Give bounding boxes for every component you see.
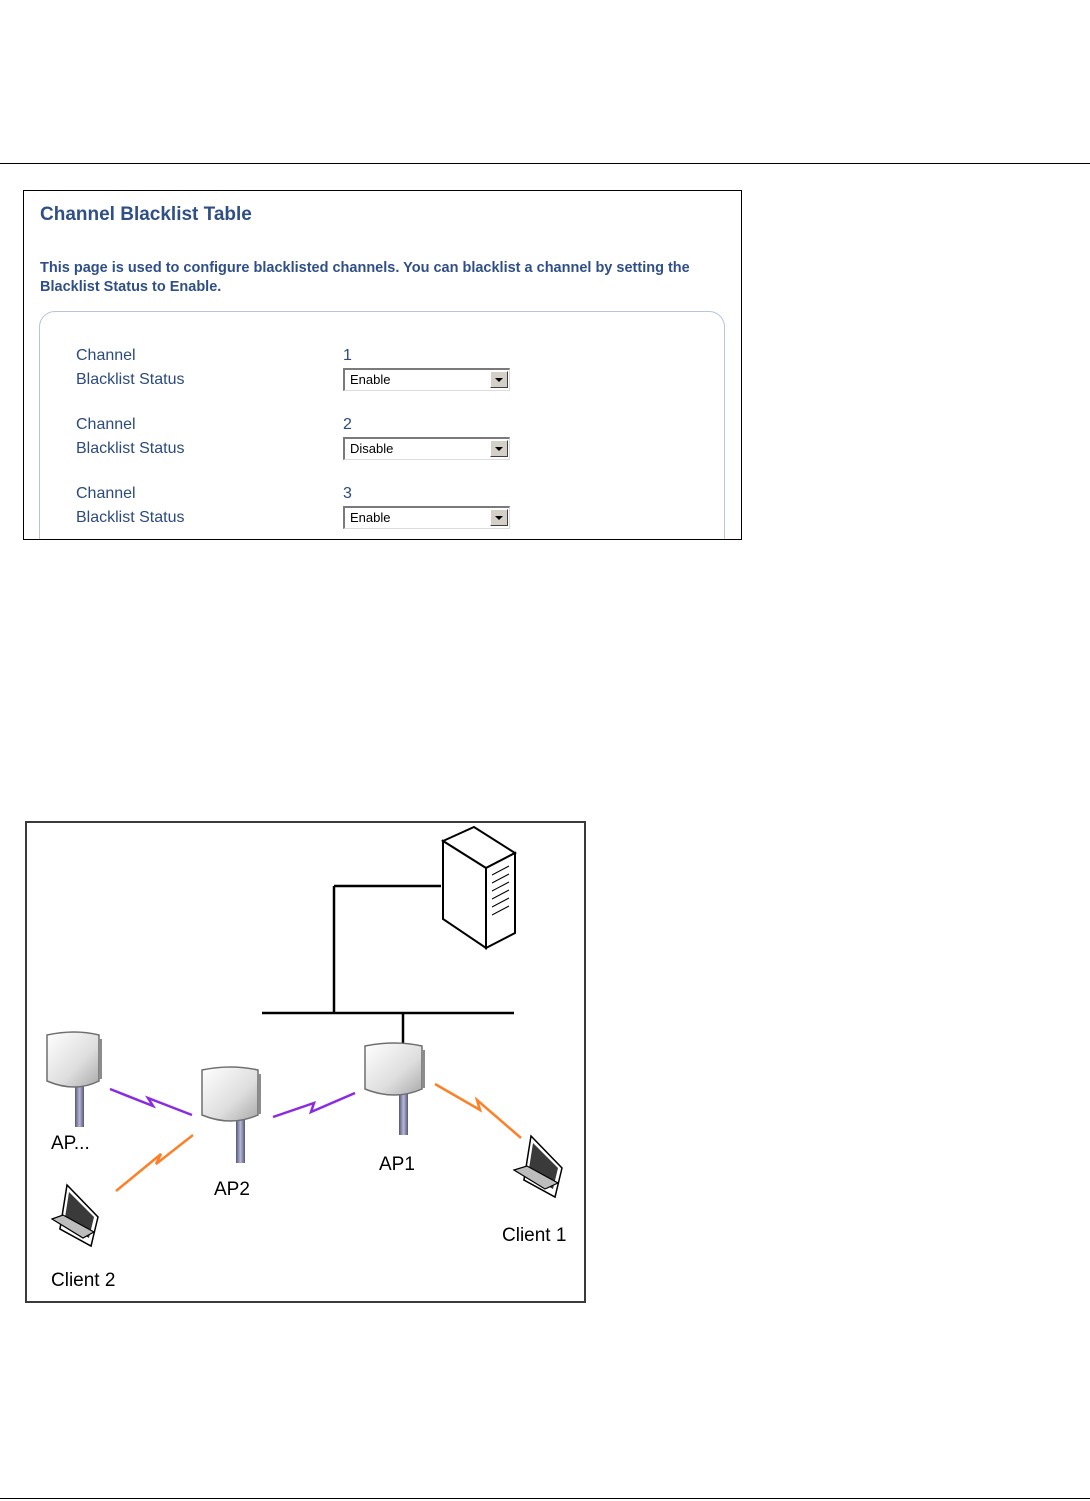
blacklist-status-label: Blacklist Status xyxy=(76,509,185,526)
chevron-down-icon[interactable] xyxy=(490,509,508,526)
select-value: Enable xyxy=(350,510,391,525)
blacklist-status-select[interactable] xyxy=(343,368,510,391)
channel-number: 2 xyxy=(343,416,352,433)
laptop-icon xyxy=(52,1185,98,1246)
channel-label: Channel xyxy=(76,416,136,433)
server-icon xyxy=(443,827,515,948)
chevron-down-icon[interactable] xyxy=(490,371,508,388)
channel-label: Channel xyxy=(76,485,136,502)
access-point-icon xyxy=(365,1043,425,1135)
ap1-label: AP1 xyxy=(379,1154,415,1175)
select-value: Disable xyxy=(350,441,394,456)
channel-settings-panel xyxy=(39,311,725,540)
client-links xyxy=(116,1084,521,1191)
blacklist-status-select[interactable] xyxy=(343,506,510,529)
ap-extra-label: AP... xyxy=(51,1133,90,1154)
select-value: Enable xyxy=(350,372,391,387)
blacklist-status-label: Blacklist Status xyxy=(76,371,185,388)
network-diagram-canvas xyxy=(27,823,584,1301)
page-header-rule xyxy=(0,163,1090,164)
channel-label: Channel xyxy=(76,347,136,364)
page-footer-rule xyxy=(0,1498,1090,1499)
access-point-icon xyxy=(47,1032,102,1127)
chevron-down-icon[interactable] xyxy=(490,440,508,457)
client1-label: Client 1 xyxy=(502,1225,567,1246)
client2-label: Client 2 xyxy=(51,1270,116,1291)
channel-blacklist-screenshot xyxy=(23,190,742,540)
blacklist-status-label: Blacklist Status xyxy=(76,440,185,457)
channel-number: 3 xyxy=(343,485,352,502)
blacklist-status-select[interactable] xyxy=(343,437,510,460)
network-diagram xyxy=(25,821,586,1303)
page-description: This page is used to configure blacklisted channels. You can blacklist a channel by setting the Blacklist Status to Enable. xyxy=(40,260,690,295)
ap2-label: AP2 xyxy=(214,1179,250,1200)
laptop-icon xyxy=(514,1136,562,1197)
access-point-icon xyxy=(202,1067,261,1163)
page-title: Channel Blacklist Table xyxy=(40,204,252,225)
channel-number: 1 xyxy=(343,347,352,364)
